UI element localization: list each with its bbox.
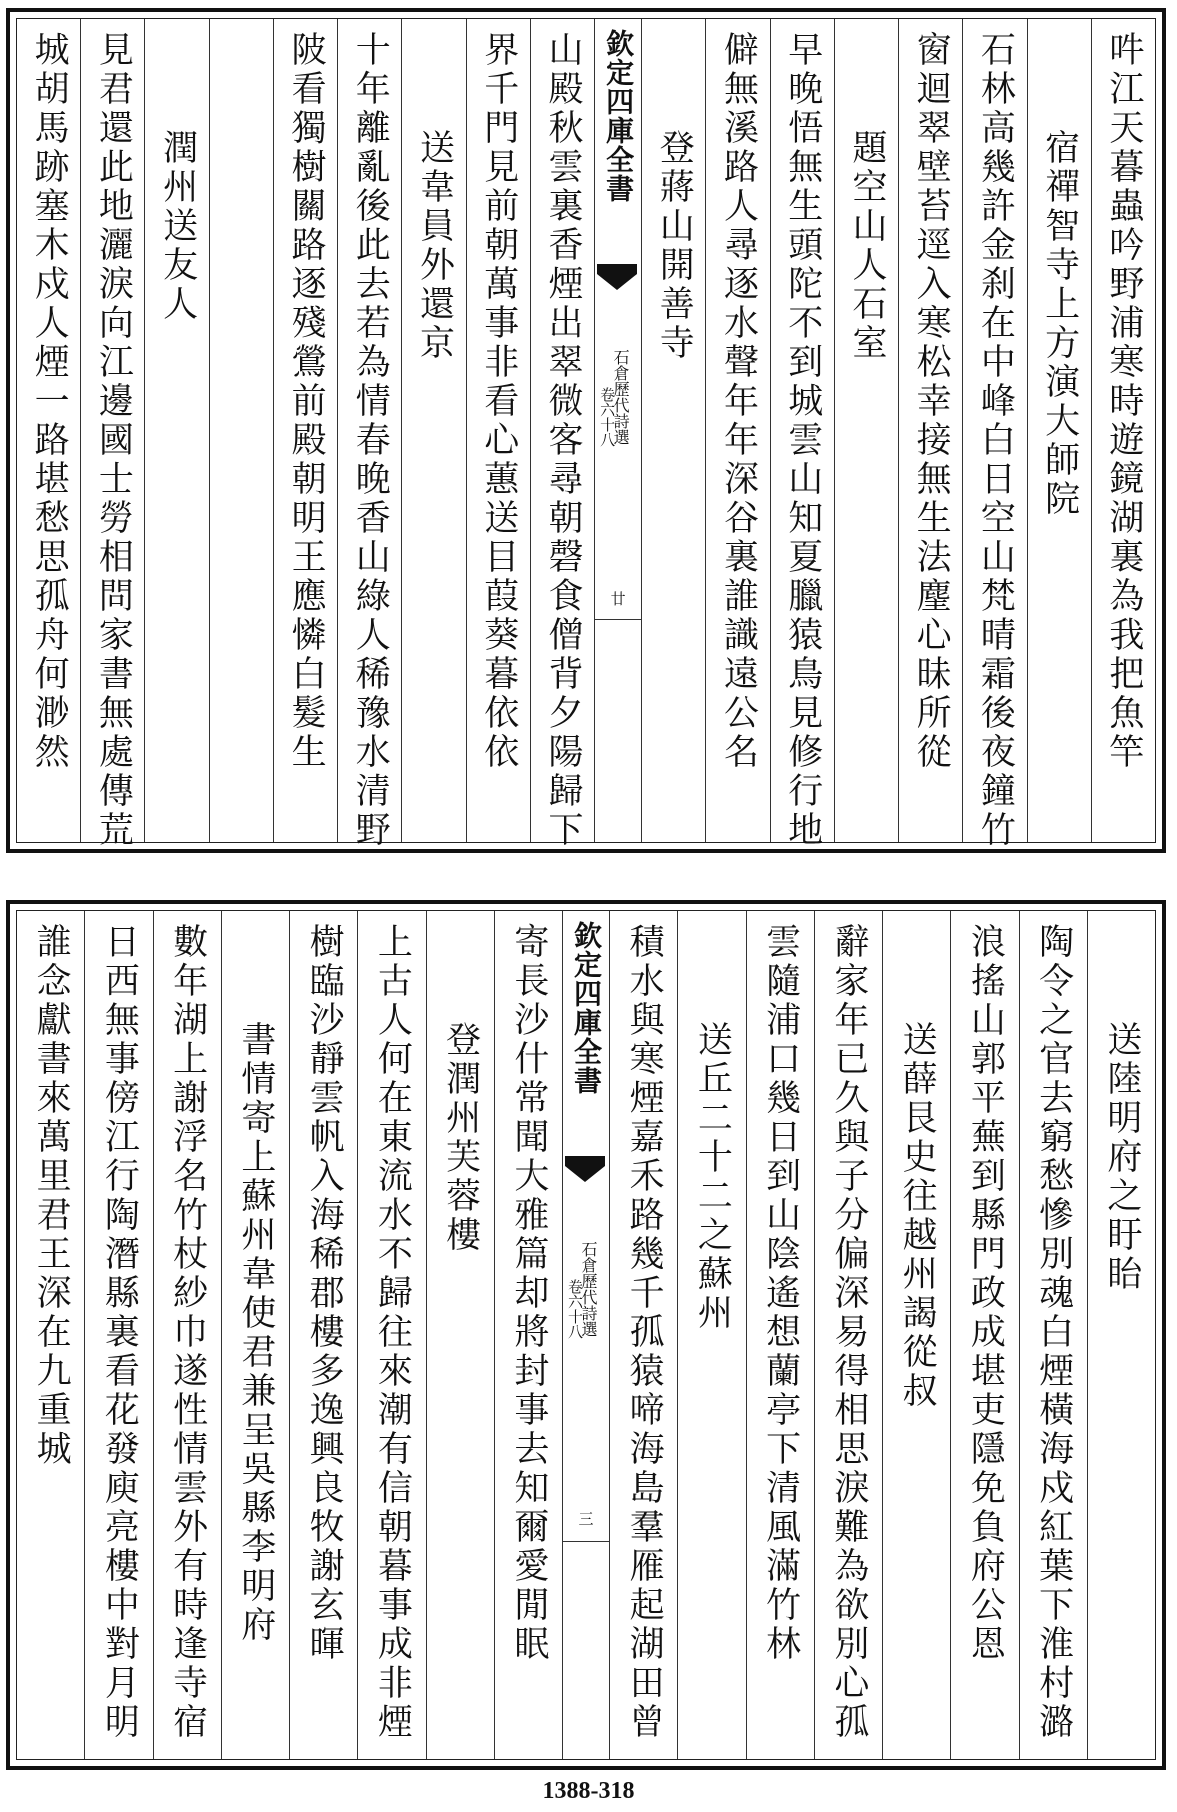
poem-title: 潤州送友人	[157, 129, 198, 324]
text-column	[17, 19, 80, 842]
center-margin	[562, 911, 609, 1759]
title-column	[641, 19, 705, 842]
poem-title: 登潤州芙蓉樓	[440, 1021, 481, 1255]
text-column	[609, 911, 677, 1759]
fish-tail-mark-icon	[565, 1156, 605, 1190]
text-column	[357, 911, 425, 1759]
divider	[563, 1541, 609, 1542]
title-column	[1087, 911, 1155, 1759]
book-header: 欽定四庫全書	[570, 921, 603, 1095]
column-text: 日西無事傍江行陶潛縣裏看花發庾亮樓中對月明	[99, 923, 140, 1742]
column-text: 界千門見前朝萬事非看心蕙送目葭葵暮依依	[478, 31, 519, 772]
divider	[595, 619, 641, 620]
book-header: 欽定四庫全書	[602, 29, 636, 203]
title-column	[401, 19, 465, 842]
page-number: 廿	[608, 591, 627, 606]
column-text: 辭家年已久與子分偏深易得相思淚難為欲別心孤	[828, 923, 869, 1742]
text-column	[746, 911, 814, 1759]
poem-title: 登蔣山開善寺	[654, 129, 695, 363]
column-text: 城胡馬跡塞木戍人煙一路堪愁思孤舟何渺然	[29, 31, 70, 772]
text-column	[530, 19, 594, 850]
column-text: 窗迴翠壁苔逕入寒松幸接無生法麈心昧所從	[911, 31, 952, 772]
volume-label: 卷六十八	[566, 1279, 584, 1339]
column-text: 吽江天暮蟲吟野浦寒時遊鏡湖裏為我把魚竿	[1103, 31, 1144, 772]
fish-tail-mark-icon	[597, 264, 637, 298]
column-text: 積水與寒煙嘉禾路幾千孤猿啼海島羣雁起湖田曾	[624, 923, 665, 1742]
column-text: 陶令之官去窮愁慘別魂白煙橫海戍紅葉下淮村潞	[1033, 923, 1074, 1742]
bottom-page-frame	[16, 910, 1156, 1760]
column-text: 誰念獻書來萬里君王深在九重城	[31, 923, 72, 1469]
column-text: 陂看獨樹關路逐殘鶯前殿朝明王應憐白髮生	[286, 31, 327, 772]
text-column	[337, 19, 401, 850]
top-page	[6, 8, 1166, 853]
text-column	[466, 19, 530, 842]
column-text: 樹臨沙靜雲帆入海稀郡樓多逸興良牧謝玄暉	[304, 923, 345, 1664]
poem-title: 送薛艮史往越州謁從叔	[897, 1021, 938, 1411]
text-column	[494, 911, 562, 1759]
column-text: 雲隨浦口幾日到山陰遙想蘭亭下清風滿竹林	[760, 923, 801, 1664]
source-title: 石倉歷代詩選	[579, 1241, 598, 1337]
text-column	[950, 911, 1018, 1759]
text-column	[80, 19, 144, 850]
text-column	[962, 19, 1026, 850]
column-text: 浪搖山郭平蕪到縣門政成堪吏隱免負府公恩	[965, 923, 1006, 1664]
title-column	[221, 911, 289, 1759]
title-column	[882, 911, 950, 1759]
text-column	[17, 911, 84, 1759]
column-text: 數年湖上謝浮名竹杖紗巾遂性情雲外有時逢寺宿	[167, 923, 208, 1742]
column-text: 山殿秋雲裏香煙出翠微客尋朝磬食僧背夕陽歸下	[543, 31, 583, 850]
column-text: 僻無溪路人尋逐水聲年年深谷裏誰識遠公名	[718, 31, 759, 772]
column-text: 十年離亂後此去若為情春晚香山綠人稀豫水清野	[350, 31, 391, 850]
bottom-page	[6, 900, 1166, 1770]
title-column	[426, 911, 494, 1759]
page-footer-number: 1388-318	[542, 1778, 635, 1804]
title-column	[1027, 19, 1091, 842]
poem-title: 送丘二十二之蘇州	[692, 1021, 733, 1333]
bottom-page-columns	[17, 911, 1155, 1759]
text-column	[1019, 911, 1087, 1759]
text-column	[770, 19, 834, 850]
poem-title: 題空山人石室	[846, 129, 887, 363]
poem-title: 送韋員外還京	[414, 129, 455, 363]
column-text: 早晚悟無生頭陀不到城雲山知夏臘猿鳥見修行地	[782, 31, 823, 850]
title-column	[677, 911, 745, 1759]
text-column	[273, 19, 337, 842]
source-title: 石倉歷代詩選	[611, 349, 631, 445]
text-column	[898, 19, 962, 842]
column-text: 寄長沙什常聞大雅篇却將封事去知爾愛閒眠	[508, 923, 549, 1664]
poem-title: 送陸明府之盱眙	[1101, 1021, 1142, 1294]
volume-label: 卷六十八	[598, 387, 617, 447]
poem-title: 書情寄上蘇州韋使君兼呈吳縣李明府	[235, 1021, 276, 1645]
text-column	[84, 911, 152, 1759]
title-column	[144, 19, 208, 842]
page-number: 三	[576, 1511, 595, 1526]
text-column	[153, 911, 221, 1759]
top-page-frame	[16, 18, 1156, 850]
poem-title: 宿禪智寺上方演大師院	[1039, 129, 1080, 519]
text-column	[705, 19, 769, 842]
title-column	[834, 19, 898, 842]
top-page-columns	[17, 19, 1155, 850]
column-text: 石林高幾許金刹在中峰白日空山梵晴霜後夜鐘竹	[975, 31, 1016, 850]
text-column	[814, 911, 882, 1759]
empty-column	[209, 19, 273, 842]
text-column	[1091, 19, 1155, 842]
column-text: 上古人何在東流水不歸往來潮有信朝暮事成非煙	[372, 923, 413, 1742]
center-margin	[594, 19, 641, 842]
text-column	[289, 911, 357, 1759]
column-text: 見君還此地灑淚向江邊國士勞相問家書無處傳荒	[93, 31, 134, 850]
